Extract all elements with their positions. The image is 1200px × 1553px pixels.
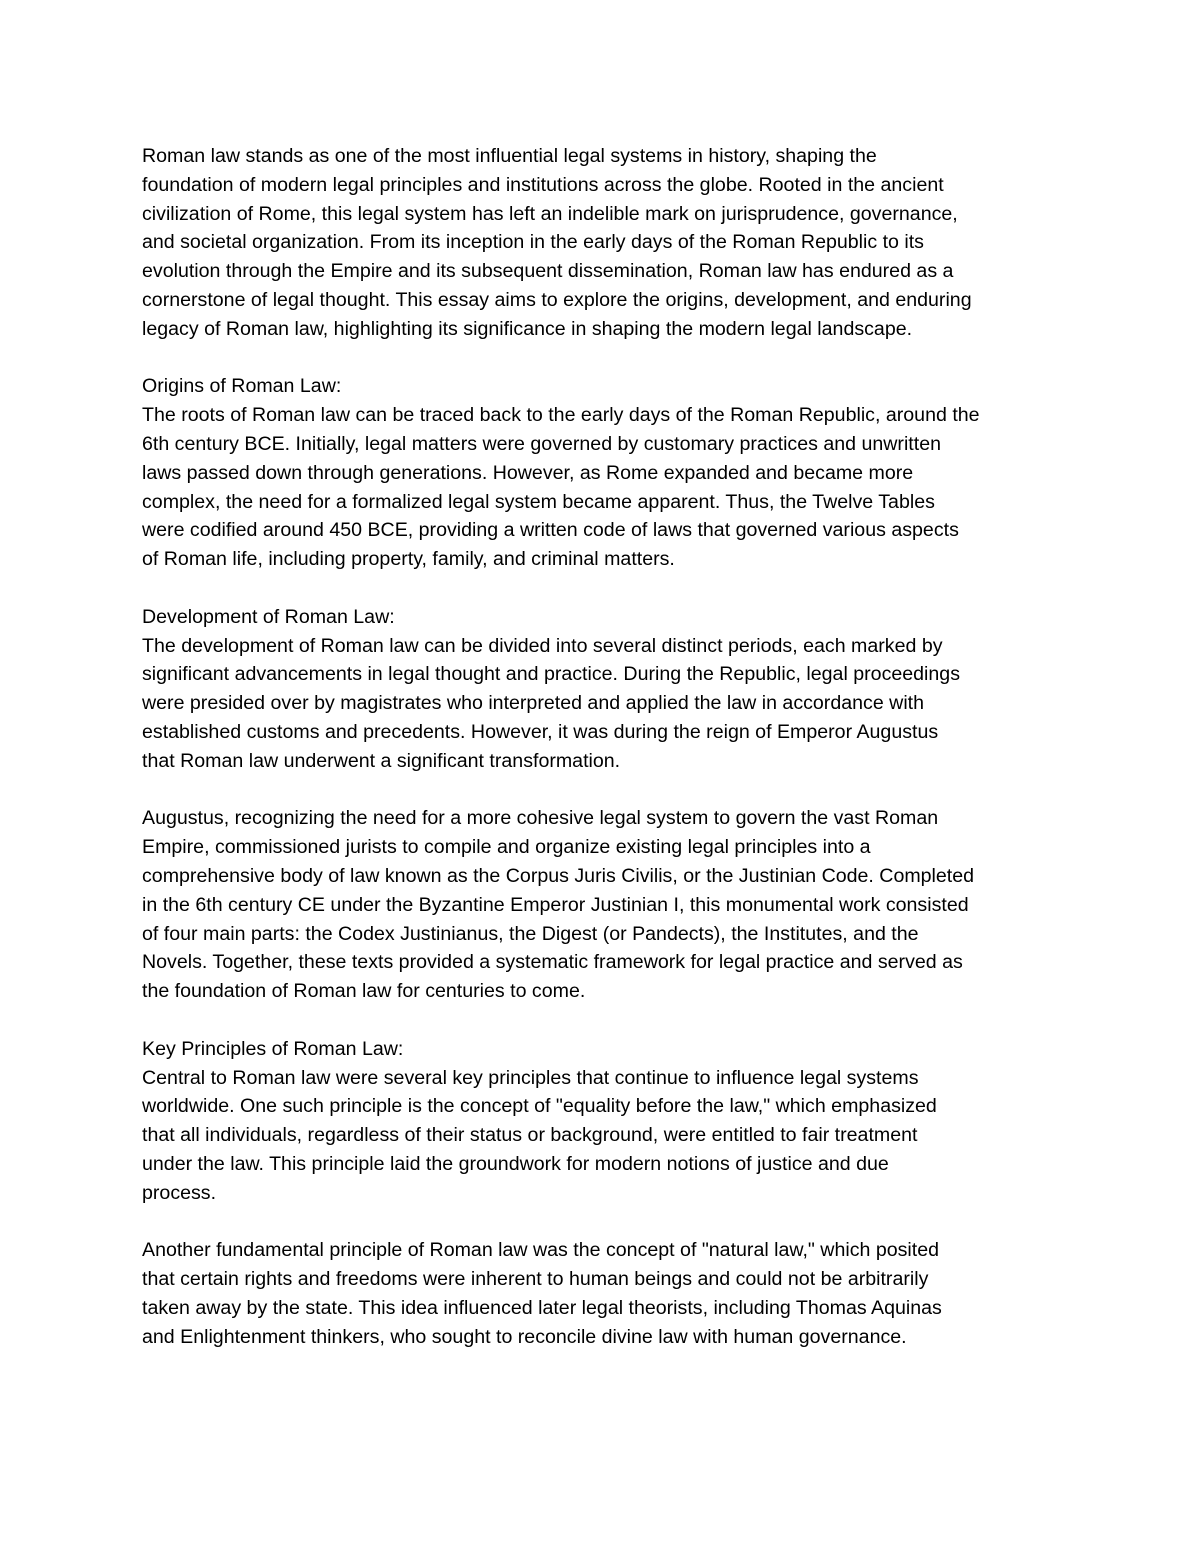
augustus-line: Empire, commissioned jurists to compile and organize existing legal principles into a — [142, 836, 871, 859]
natural-law-line: and Enlightenment thinkers, who sought to reconcile divine law with human governance. — [142, 1325, 907, 1348]
document-body — [142, 142, 1082, 1351]
principles-line: process. — [142, 1181, 217, 1204]
development-line: were presided over by magistrates who interpreted and applied the law in accordance with — [142, 692, 925, 715]
origins-line: 6th century BCE. Initially, legal matters were governed by customary practices and unwritten — [142, 432, 941, 455]
origins-line: complex, the need for a formalized legal system became apparent. Thus, the Twelve Tables — [142, 490, 935, 513]
natural-law-line: taken away by the state. This idea influenced later legal theorists, including Thomas Aquinas — [142, 1296, 942, 1319]
origins-line: The roots of Roman law can be traced back to the early days of the Roman Republic, around the — [142, 404, 980, 427]
development-line: that Roman law underwent a significant transformation. — [142, 749, 621, 772]
natural-law-line: Another fundamental principle of Roman law was the concept of "natural law," which posited — [142, 1239, 940, 1262]
intro-paragraph — [142, 142, 1082, 344]
origins-line: laws passed down through generations. However, as Rome expanded and became more — [142, 461, 914, 484]
development-line: established customs and precedents. However, it was during the reign of Emperor Augustus — [142, 720, 939, 743]
development-section — [142, 603, 1082, 776]
intro-line: civilization of Rome, this legal system has left an indelible mark on jurisprudence, governance, — [142, 202, 958, 225]
development-heading: Development of Roman Law: — [142, 605, 395, 628]
paragraph-gap — [142, 776, 1082, 805]
intro-line: evolution through the Empire and its subsequent dissemination, Roman law has endured as a — [142, 260, 954, 283]
principles-line: Central to Roman law were several key principles that continue to influence legal systems — [142, 1066, 919, 1089]
origins-section — [142, 372, 1082, 574]
principles-heading: Key Principles of Roman Law: — [142, 1037, 404, 1060]
development-line: significant advancements in legal thought and practice. During the Republic, legal proceedings — [142, 663, 961, 686]
principles-line: worldwide. One such principle is the concept of "equality before the law," which emphasized — [142, 1095, 937, 1118]
origins-heading: Origins of Roman Law: — [142, 375, 342, 398]
paragraph-gap — [142, 344, 1082, 373]
natural-law-line: that certain rights and freedoms were inherent to human beings and could not be arbitrarily — [142, 1268, 929, 1291]
augustus-line: Novels. Together, these texts provided a systematic framework for legal practice and served as — [142, 951, 963, 974]
augustus-line: the foundation of Roman law for centuries to come. — [142, 980, 586, 1003]
intro-line: foundation of modern legal principles and institutions across the globe. Rooted in the ancient — [142, 173, 944, 196]
development-line: The development of Roman law can be divided into several distinct periods, each marked by — [142, 634, 943, 657]
paragraph-gap — [142, 574, 1082, 603]
origins-line: were codified around 450 BCE, providing a written code of laws that governed various aspects — [142, 519, 959, 542]
intro-line: cornerstone of legal thought. This essay aims to explore the origins, development, and enduring — [142, 288, 972, 311]
augustus-line: comprehensive body of law known as the Corpus Juris Civilis, or the Justinian Code. Completed — [142, 864, 975, 887]
intro-line: Roman law stands as one of the most influential legal systems in history, shaping the — [142, 145, 877, 167]
principles-section — [142, 1035, 1082, 1208]
paragraph-gap — [142, 1006, 1082, 1035]
principles-line: under the law. This principle laid the groundwork for modern notions of justice and due — [142, 1152, 889, 1175]
augustus-line: in the 6th century CE under the Byzantine Emperor Justinian I, this monumental work consisted — [142, 893, 969, 916]
intro-line: legacy of Roman law, highlighting its significance in shaping the modern legal landscape. — [142, 317, 913, 340]
augustus-line: of four main parts: the Codex Justinianus, the Digest (or Pandects), the Institutes, and the — [142, 922, 919, 945]
natural-law-paragraph — [142, 1236, 1082, 1351]
principles-line: that all individuals, regardless of their status or background, were entitled to fair treatment — [142, 1124, 918, 1147]
intro-line: and societal organization. From its inception in the early days of the Roman Republic to its — [142, 231, 924, 254]
origins-line: of Roman life, including property, family, and criminal matters. — [142, 548, 675, 571]
paragraph-gap — [142, 1207, 1082, 1236]
augustus-paragraph — [142, 804, 1082, 1006]
augustus-line: Augustus, recognizing the need for a more cohesive legal system to govern the vast Roman — [142, 807, 939, 830]
